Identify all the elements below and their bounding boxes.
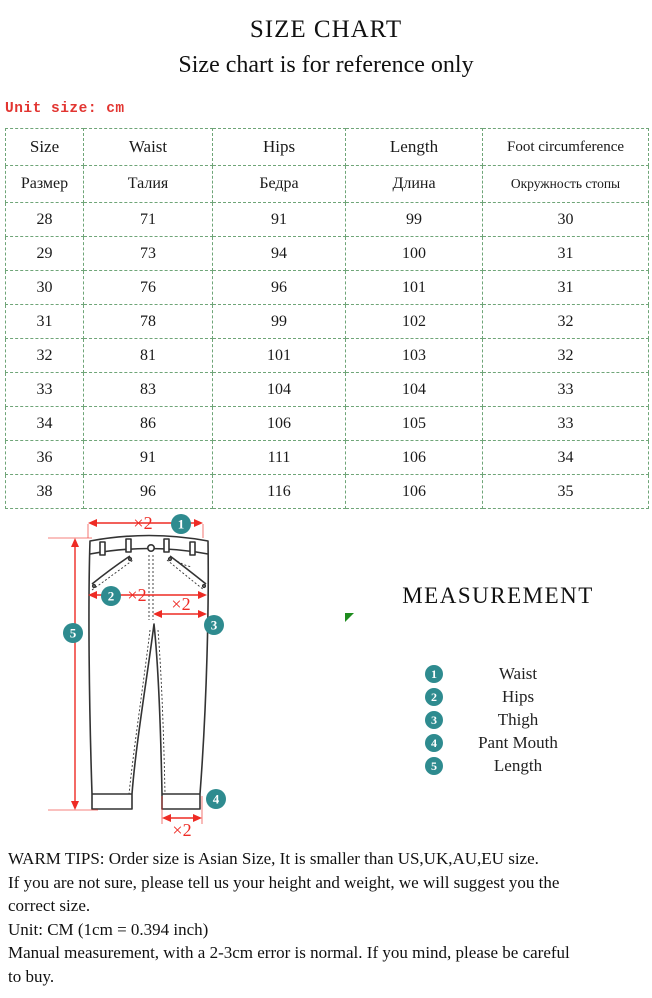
hips-x2-label: ×2 (127, 585, 147, 605)
table-cell: 73 (84, 237, 213, 271)
unit-size-note: Unit size: cm (5, 101, 125, 117)
column-header-ru: Длина (346, 166, 483, 203)
column-header-ru: Бедра (213, 166, 346, 203)
table-cell: 104 (213, 373, 346, 407)
badge-3: 3 (210, 617, 218, 633)
table-cell: 86 (84, 407, 213, 441)
table-cell: 91 (213, 203, 346, 237)
measurement-section (348, 583, 648, 780)
tips-line: correct size. (8, 896, 91, 915)
table-cell: 105 (346, 407, 483, 441)
table-cell: 102 (346, 305, 483, 339)
table-cell: 30 (6, 271, 84, 305)
table-cell: 100 (346, 237, 483, 271)
table-cell: 91 (84, 441, 213, 475)
badge-4: 4 (212, 791, 220, 807)
pant-mouth-x2-label: ×2 (172, 820, 192, 840)
table-cell: 106 (213, 407, 346, 441)
legend-label: Pant Mouth (478, 733, 558, 752)
table-cell: 33 (483, 407, 649, 441)
table-row (6, 407, 649, 441)
table-cell: 33 (6, 373, 84, 407)
table-cell: 111 (213, 441, 346, 475)
badge-2: 2 (107, 588, 115, 604)
legend-item (348, 757, 648, 775)
legend-item (348, 665, 648, 683)
table-row (6, 271, 649, 305)
column-header: Foot circumference (483, 129, 649, 166)
table-row (6, 441, 649, 475)
jeans-button (148, 545, 154, 551)
table-header-row-ru (6, 166, 649, 203)
warm-tips (8, 847, 648, 988)
table-cell: 83 (84, 373, 213, 407)
table-cell: 78 (84, 305, 213, 339)
table-row (6, 373, 649, 407)
legend-label: Length (493, 756, 543, 775)
legend-number-badge: 4 (425, 734, 443, 752)
table-cell: 103 (346, 339, 483, 373)
jeans-measurement-diagram (40, 502, 350, 852)
measurement-legend (348, 665, 648, 775)
jeans-drawing (89, 536, 208, 810)
page-subtitle: Size chart is for reference only (178, 52, 474, 78)
tips-line: WARM TIPS: Order size is Asian Size, It is smaller than US,UK,AU,EU size. (8, 849, 539, 868)
legend-item (348, 711, 648, 729)
table-cell: 32 (483, 305, 649, 339)
thigh-x2-label: ×2 (171, 594, 191, 614)
table-row (6, 237, 649, 271)
table-cell: 32 (483, 339, 649, 373)
table-cell: 31 (6, 305, 84, 339)
table-cell: 104 (346, 373, 483, 407)
legend-item (348, 688, 648, 706)
table-cell: 38 (6, 475, 84, 509)
table-cell: 29 (6, 237, 84, 271)
measurement-title: MEASUREMENT (402, 583, 594, 608)
size-table-body (6, 203, 649, 509)
column-header: Size (6, 129, 84, 166)
badge-1: 1 (177, 516, 185, 532)
table-row (6, 339, 649, 373)
table-cell: 36 (6, 441, 84, 475)
waist-x2-label: ×2 (133, 513, 153, 533)
page-title: SIZE CHART (249, 16, 403, 43)
column-header-ru: Талия (84, 166, 213, 203)
legend-item (348, 734, 648, 752)
table-cell: 34 (6, 407, 84, 441)
table-cell: 106 (346, 441, 483, 475)
table-cell: 96 (213, 271, 346, 305)
table-row (6, 305, 649, 339)
legend-number-badge: 5 (425, 757, 443, 775)
column-header: Waist (84, 129, 213, 166)
column-header: Hips (213, 129, 346, 166)
table-cell: 31 (483, 237, 649, 271)
table-cell: 101 (213, 339, 346, 373)
legend-label: Thigh (497, 710, 539, 729)
size-table (5, 128, 649, 509)
column-header-ru: Размер (6, 166, 84, 203)
table-cell: 35 (483, 475, 649, 509)
table-cell: 94 (213, 237, 346, 271)
badge-5: 5 (69, 625, 77, 641)
tips-line: Unit: CM (1cm = 0.394 inch) (8, 919, 209, 939)
table-cell: 101 (346, 271, 483, 305)
table-cell: 116 (213, 475, 346, 509)
table-cell: 96 (84, 475, 213, 509)
table-row (6, 203, 649, 237)
table-cell: 81 (84, 339, 213, 373)
table-cell: 33 (483, 373, 649, 407)
column-header: Length (346, 129, 483, 166)
table-cell: 30 (483, 203, 649, 237)
legend-label: Hips (501, 687, 535, 706)
tips-line: to buy. (8, 966, 55, 986)
table-cell: 99 (346, 203, 483, 237)
table-cell: 71 (84, 203, 213, 237)
legend-number-badge: 1 (425, 665, 443, 683)
tips-line: If you are not sure, please tell us your height and weight, we will suggest you the (8, 872, 560, 892)
table-cell: 76 (84, 271, 213, 305)
table-cell: 99 (213, 305, 346, 339)
table-cell: 31 (483, 271, 649, 305)
table-cell: 28 (6, 203, 84, 237)
table-cell: 32 (6, 339, 84, 373)
table-cell: 34 (483, 441, 649, 475)
legend-label: Waist (498, 664, 538, 683)
table-header-row-en (6, 129, 649, 166)
legend-number-badge: 2 (425, 688, 443, 706)
tips-line: Manual measurement, with a 2-3cm error is normal. If you mind, please be careful (8, 943, 570, 962)
table-cell: 106 (346, 475, 483, 509)
legend-number-badge: 3 (425, 711, 443, 729)
column-header-ru: Окружность стопы (483, 166, 649, 203)
